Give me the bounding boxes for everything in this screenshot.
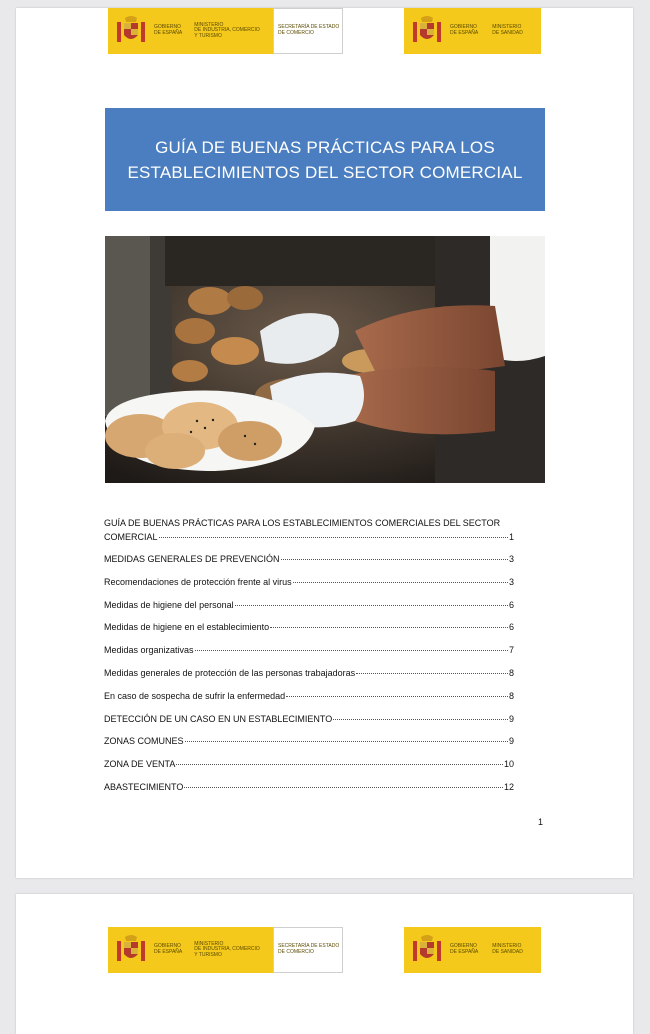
toc-entry-page: 8 xyxy=(508,667,514,678)
toc-entry-label: Medidas organizativas xyxy=(104,645,194,656)
toc-entry-label: En caso de sospecha de sufrir la enfermedad xyxy=(104,690,286,701)
toc-entry-label: ABASTECIMIENTO xyxy=(104,781,184,792)
toc-entry[interactable] xyxy=(104,759,514,782)
toc-entry-label: Recomendaciones de protección frente al virus xyxy=(104,576,292,587)
toc-leader-dots xyxy=(356,673,508,674)
toc-entry-page: 8 xyxy=(508,690,514,701)
secretaria-box xyxy=(273,8,343,54)
toc-entry[interactable] xyxy=(104,782,514,805)
toc-leader-dots xyxy=(159,537,508,538)
toc-entry[interactable] xyxy=(104,668,514,691)
table-of-contents xyxy=(104,516,514,805)
toc-entry[interactable] xyxy=(104,516,514,544)
spain-coat-of-arms-icon xyxy=(114,14,148,48)
document-title xyxy=(105,108,545,211)
toc-entry-page: 12 xyxy=(503,781,514,792)
spain-coat-of-arms-icon xyxy=(114,933,148,967)
spain-coat-of-arms-icon xyxy=(410,14,444,48)
toc-entry-page: 6 xyxy=(508,599,514,610)
toc-entry[interactable] xyxy=(104,554,514,577)
title-line-2: ESTABLECIMIENTOS DEL SECTOR COMERCIAL xyxy=(127,162,523,182)
toc-entry-page: 3 xyxy=(508,554,514,564)
toc-entry[interactable] xyxy=(104,622,514,645)
toc-entry-page: 9 xyxy=(508,736,514,747)
title-line-1: GUÍA DE BUENAS PRÁCTICAS PARA LOS xyxy=(155,137,495,157)
toc-entry-page: 3 xyxy=(508,576,514,587)
spain-coat-of-arms-icon xyxy=(410,933,444,967)
toc-entry-page: 10 xyxy=(503,759,514,770)
toc-entry[interactable] xyxy=(104,645,514,668)
document-page-2 xyxy=(16,894,633,1034)
toc-leader-dots xyxy=(185,741,508,742)
document-page-1 xyxy=(16,8,633,878)
toc-entry-label: Medidas generales de protección de las personas trabajadoras xyxy=(104,667,356,678)
toc-entry-label: ZONA DE VENTA xyxy=(104,759,176,770)
toc-entry-label: MEDIDAS GENERALES DE PREVENCIÓN xyxy=(104,554,280,564)
toc-entry-page: 6 xyxy=(508,622,514,633)
toc-entry-label: COMERCIAL xyxy=(104,532,158,542)
toc-entry-label: Medidas de higiene en el establecimiento xyxy=(104,622,270,633)
gobierno-label: GOBIERNO DE ESPAÑA xyxy=(450,24,479,36)
page-number: 1 xyxy=(538,817,544,827)
ministerio-sanidad-label: MINISTERIO DE SANIDAD xyxy=(492,24,523,36)
toc-leader-dots xyxy=(195,650,508,651)
secretaria-label: SECRETARÍA DE ESTADO DE COMERCIO xyxy=(278,24,340,36)
bakery-photo xyxy=(105,236,545,483)
gobierno-industria-logo xyxy=(108,8,343,54)
toc-entry[interactable] xyxy=(104,691,514,714)
secretaria-box xyxy=(273,927,343,973)
toc-entry-page: 7 xyxy=(508,645,514,656)
ministerio-industria-label: MINISTERIO DE INDUSTRIA, COMERCIO Y TURISMO xyxy=(194,940,260,958)
secretaria-label: SECRETARÍA DE ESTADO DE COMERCIO xyxy=(278,943,340,955)
toc-entry[interactable] xyxy=(104,600,514,623)
ministerio-industria-label: MINISTERIO DE INDUSTRIA, COMERCIO Y TURISMO xyxy=(194,21,260,39)
toc-leader-dots xyxy=(286,696,508,697)
gobierno-industria-logo xyxy=(108,927,343,973)
toc-entry-label: GUÍA DE BUENAS PRÁCTICAS PARA LOS ESTABLECIMIENTOS COMERCIALES DEL SECTOR xyxy=(104,518,501,528)
toc-leader-dots xyxy=(281,559,508,560)
toc-leader-dots xyxy=(176,764,503,765)
toc-leader-dots xyxy=(333,719,508,720)
toc-leader-dots xyxy=(293,582,508,583)
toc-entry-page: 9 xyxy=(508,713,514,724)
gobierno-label: GOBIERNO DE ESPAÑA xyxy=(154,943,183,955)
toc-leader-dots xyxy=(270,627,508,628)
toc-entry[interactable] xyxy=(104,736,514,759)
gobierno-label: GOBIERNO DE ESPAÑA xyxy=(450,943,479,955)
toc-entry-label: DETECCIÓN DE UN CASO EN UN ESTABLECIMIENTO xyxy=(104,713,333,724)
gobierno-label: GOBIERNO DE ESPAÑA xyxy=(154,24,183,36)
gobierno-sanidad-logo xyxy=(404,8,541,54)
toc-leader-dots xyxy=(184,787,503,788)
toc-entry[interactable] xyxy=(104,714,514,737)
ministerio-sanidad-label: MINISTERIO DE SANIDAD xyxy=(492,943,523,955)
toc-entry-label: ZONAS COMUNES xyxy=(104,736,184,747)
toc-entry-label: Medidas de higiene del personal xyxy=(104,599,234,610)
toc-entry[interactable] xyxy=(104,577,514,600)
toc-leader-dots xyxy=(235,605,508,606)
toc-entry-page: 1 xyxy=(508,532,514,542)
gobierno-sanidad-logo xyxy=(404,927,541,973)
